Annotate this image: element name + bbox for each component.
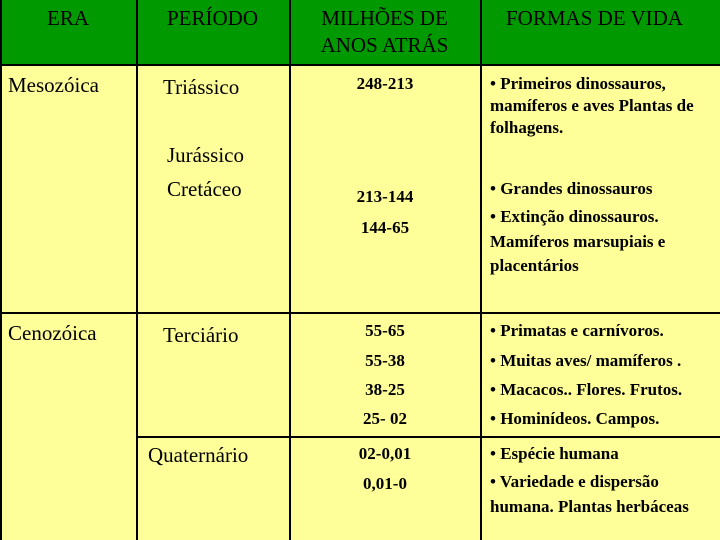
- period-cretaceo: Cretáceo: [167, 177, 242, 201]
- life-text: Mamíferos marsupiais e: [490, 232, 666, 251]
- years-55-65: 55-65: [365, 321, 405, 340]
- life-text: • Macacos.. Flores. Frutos.: [490, 380, 683, 399]
- life-text: • Grandes dinossauros: [490, 179, 653, 198]
- years-144-65: 144-65: [360, 218, 410, 237]
- life-text: • Espécie humana: [490, 444, 619, 463]
- life-text: • Primatas e carnívoros.: [490, 321, 664, 340]
- life-text: placentários: [490, 256, 579, 275]
- years-213-144: 213-144: [356, 187, 414, 206]
- grid-line: [480, 0, 482, 540]
- years-02-001: 02-0,01: [358, 444, 412, 463]
- years-001-0: 0,01-0: [363, 474, 407, 493]
- life-text: humana. Plantas herbáceas: [490, 497, 689, 516]
- grid-line: [136, 436, 720, 438]
- life-text: • Muitas aves/ mamíferos .: [490, 351, 682, 370]
- grid-line: [289, 0, 291, 540]
- life-text: folhagens.: [490, 118, 564, 137]
- era-mesozoica: Mesozóica: [8, 73, 99, 97]
- period-triassico: Triássico: [163, 75, 240, 99]
- grid-line: [136, 0, 138, 540]
- period-quaternario: Quaternário: [148, 443, 249, 467]
- period-terciario: Terciário: [163, 323, 239, 347]
- life-text: • Hominídeos. Campos.: [490, 409, 660, 428]
- grid-line: [0, 64, 720, 66]
- years-248-213: 248-213: [356, 74, 414, 93]
- header-era: ERA: [47, 6, 89, 30]
- grid-line: [0, 312, 720, 314]
- years-55-38: 55-38: [365, 351, 405, 370]
- header-periodo: PERÍODO: [166, 6, 258, 30]
- period-jurassico: Jurássico: [167, 143, 244, 167]
- life-text: mamíferos e aves Plantas de: [490, 96, 694, 115]
- life-text: • Primeiros dinossauros,: [490, 74, 666, 93]
- years-25-02: 25- 02: [363, 409, 407, 428]
- header-milhoes-line1: MILHÕES DE: [321, 6, 448, 30]
- grid-line: [0, 0, 2, 540]
- life-text: • Variedade e dispersão: [490, 472, 659, 491]
- years-38-25: 38-25: [365, 380, 405, 399]
- era-cenozoica: Cenozóica: [8, 321, 97, 345]
- header-formas: FORMAS DE VIDA: [506, 6, 683, 30]
- life-text: • Extinção dinossauros.: [490, 207, 659, 226]
- header-milhoes-line2: ANOS ATRÁS: [320, 33, 449, 57]
